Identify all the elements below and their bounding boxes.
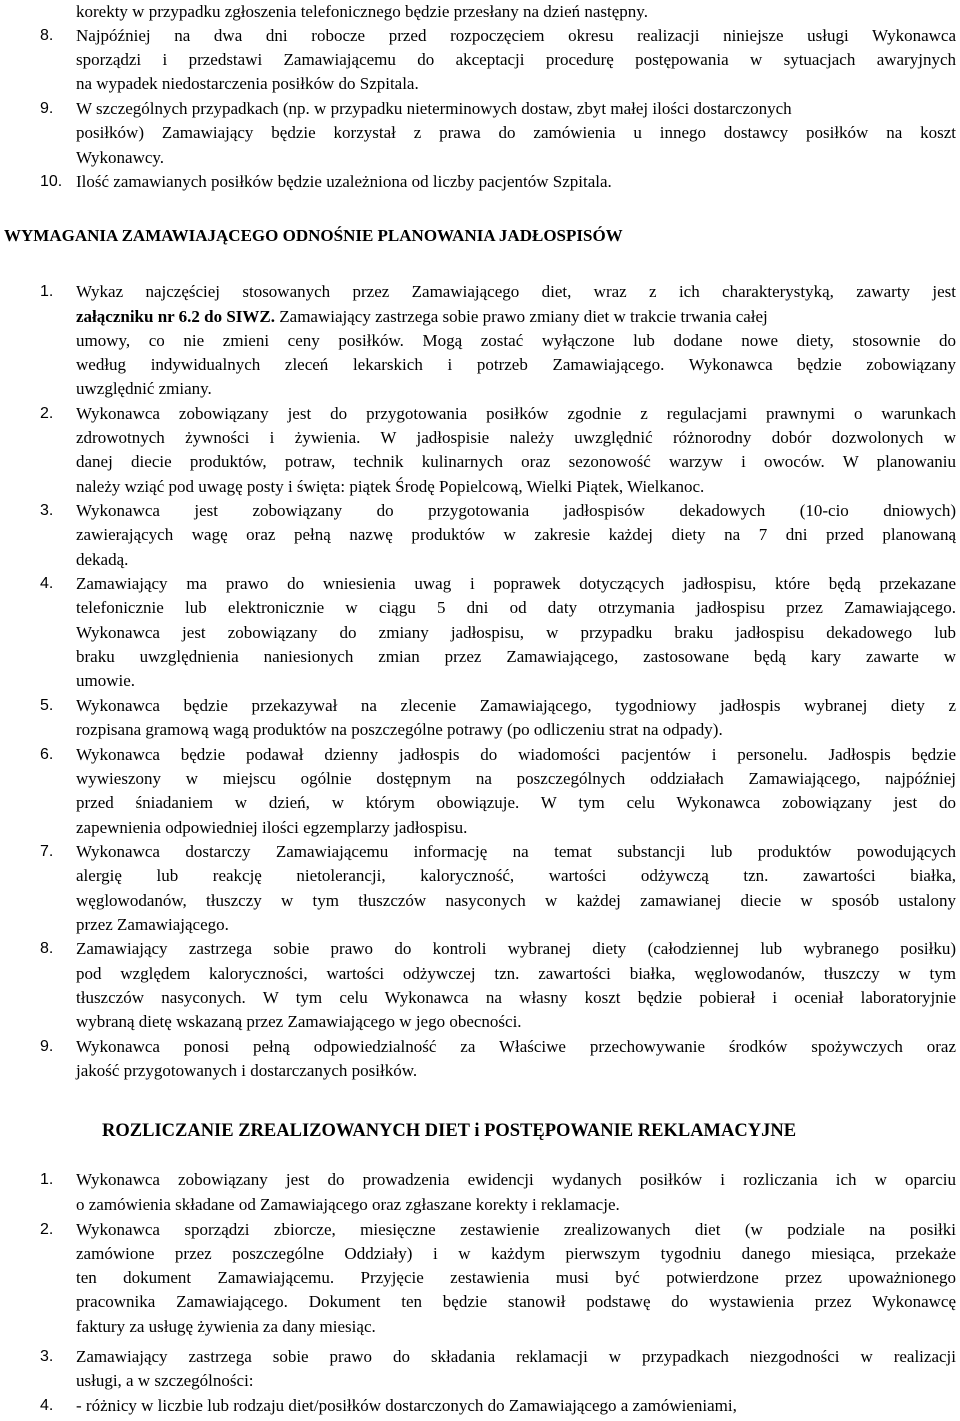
list-number: 1. [40, 1171, 54, 1188]
text-line: przez Zamawiającego. [76, 915, 229, 934]
text-line: Wykonawca ponosi pełną odpowiedzialność za Właściwe przechowywanie środków spożywczych oraz [76, 1037, 956, 1056]
list-number: 5. [40, 697, 54, 714]
section-heading: ROZLICZANIE ZREALIZOWANYCH DIET i POSTĘPOWANIE REKLAMACYJNE [102, 1121, 797, 1141]
text-line: ten dokument Zamawiającemu. Przyjęcie zestawienia musi być potwierdzone przez upoważnionego [76, 1268, 956, 1287]
list-number: 2. [40, 405, 54, 422]
text-line: rozpisana gramową wagą produktów na poszczególne potrawy (po odliczeniu strat na odpady). [76, 720, 723, 739]
text-line: Wykonawca będzie podawał dzienny jadłospis do wiadomości pacjentów i personelu. Jadłospis będzie [76, 745, 956, 764]
text-line: usługi, a w szczególności: [76, 1371, 254, 1390]
text-line: wybraną dietę wskazaną przez Zamawiającego w jego obecności. [76, 1012, 522, 1031]
text-line: według indywidualnych zleceń lekarskich i potrzeb Zamawiającego. Wykonawca będzie zobowiązany [76, 355, 956, 374]
text-line: danej diecie produktów, potraw, technik kulinarnych oraz sezonowość warzyw i owoców. W planowaniu [76, 452, 956, 471]
text-line: węglowodanów, tłuszczy w tym tłuszczów nasyconych w każdej zamawianej diecie w sposób ustalony [76, 891, 956, 910]
list-number: 3. [40, 1348, 54, 1365]
list-number: 4. [40, 1397, 54, 1414]
list-number: 7. [40, 843, 54, 860]
text-line: umowie. [76, 671, 136, 690]
text-line: Wykaz najczęściej stosowanych przez Zamawiającego diet, wraz z ich charakterystyką, zawarty jest [76, 282, 956, 301]
text-line: zawierających wagę oraz pełną nazwę produktów w zakresie każdej diety na 7 dni przed planowaną [76, 525, 956, 544]
text-line: Wykonawca sporządzi zbiorcze, miesięczne zestawienie zrealizowanych diet (w podziale na posiłki [76, 1220, 956, 1239]
text-line: posiłków) Zamawiający będzie korzystał z prawa do zamówienia u innego dostawcy posiłków na koszt [76, 123, 956, 142]
list-number: 1. [40, 283, 54, 300]
text-line: pod względem kaloryczności, wartości odżywczej tzn. zawartości białka, węglowodanów, tłuszczy w tym [76, 964, 956, 983]
text-line: braku uwzględnienia naniesionych zmian przez Zamawiającego, zastosowane będą kary zawarte w [76, 647, 956, 666]
text-line: Najpóźniej na dwa dni robocze przed rozpoczęciem okresu realizacji niniejsze usługi Wykonawca [76, 26, 956, 45]
list-number: 9. [40, 100, 54, 117]
list-number: 10. [40, 173, 63, 190]
list-number: 8. [40, 27, 54, 44]
text-line: o zamówienia składane od Zamawiającego oraz zgłaszane korekty i reklamacje. [76, 1195, 620, 1214]
text-line: Zamawiający ma prawo do wniesienia uwag i poprawek dotyczących jadłospisu, które będą przekazane [76, 574, 956, 593]
text-line: Zamawiający zastrzega sobie prawo do składania reklamacji w przypadkach niezgodności w realizacji [76, 1347, 956, 1366]
text-line: faktury za usługę żywienia za dany miesiąc. [76, 1317, 376, 1336]
text-line: Wykonawca zobowiązany jest do prowadzenia ewidencji wydanych posiłków i rozliczania ich w oparciu [76, 1170, 956, 1189]
text-line: dekadą. [76, 550, 129, 569]
section-heading: WYMAGANIA ZAMAWIAJĄCEGO ODNOŚNIE PLANOWANIA JADŁOSPISÓW [4, 226, 623, 245]
text-line: zamówione przez poszczególne Oddziały) i w każdym pierwszym tygodniu danego miesiąca, przekaże [76, 1244, 956, 1263]
text-line: korekty w przypadku zgłoszenia telefonicznego będzie przesłany na dzień następny. [76, 2, 648, 21]
list-number: 3. [40, 502, 54, 519]
text-line: należy wziąć pod uwagę posty i święta: piątek Środę Popielcową, Wielki Piątek, Wielkanoc. [76, 477, 705, 496]
list-number: 4. [40, 575, 54, 592]
text-line: Zamawiający zastrzega sobie prawo do kontroli wybranej diety (całodziennej lub wybranego posiłku) [76, 939, 956, 958]
text-line: Wykonawcy. [76, 148, 165, 167]
text-line: zapewnienia odpowiedniej ilości egzemplarzy jadłospisu. [76, 818, 468, 837]
text-line: alergię lub reakcję nietolerancji, kaloryczność, wartości odżywczą tzn. zawartości białka, [76, 866, 956, 885]
text-line: telefonicznie lub elektronicznie w ciągu 5 dni od daty otrzymania jadłospisu przez Zamawiającego. [76, 598, 956, 617]
text-line: Wykonawca zobowiązany jest do przygotowania posiłków zgodnie z regulacjami prawnymi o warunkach [76, 404, 956, 423]
text-line: tłuszczów nasyconych. W tym celu Wykonawca na własny koszt będzie pobierał i oceniał laboratoryjnie [76, 988, 956, 1007]
text-line: - różnicy w liczbie lub rodzaju diet/posiłków dostarczonych do Zamawiającego a zamówieniami, [76, 1396, 737, 1415]
text-line: sporządzi i przedstawi Zamawiającemu do akceptacji procedurę postępowania w sytuacjach awaryjnych [76, 50, 956, 69]
text-line: uwzględnić zmiany. [76, 379, 212, 398]
text-line: Wykonawca dostarczy Zamawiającemu informację na temat substancji lub produktów powodujących [76, 842, 956, 861]
attachment-reference: załączniku nr 6.2 do SIWZ. [76, 307, 276, 326]
list-number: 6. [40, 746, 54, 763]
text-line: przed śniadaniem w dzień, w którym obowiązuje. W tym celu Wykonawca zobowiązany jest do [76, 793, 956, 812]
text-line: Wykonawca jest zobowiązany do przygotowania jadłospisów dekadowych (10-cio dniowych) [76, 501, 956, 520]
text-line: Wykonawca będzie przekazywał na zlecenie Zamawiającego, tygodniowy jadłospis wybranej diety z [76, 696, 956, 715]
list-number: 2. [40, 1221, 54, 1238]
text-line: pracownika Zamawiającego. Dokument ten będzie stanowił podstawę do wystawienia przez Wykonawcę [76, 1292, 956, 1311]
text-line: W szczególnych przypadkach (np. w przypadku nieterminowych dostaw, zbyt małej ilości dostarczonych [76, 99, 792, 118]
text-line [76, 307, 956, 329]
text-line: umowy, co nie zmieni ceny posiłków. Mogą zostać wyłączone lub dodane nowe diety, stosownie do [76, 331, 956, 350]
text-line: jakość przygotowanych i dostarczanych posiłków. [76, 1061, 418, 1080]
text-line: Ilość zamawianych posiłków będzie uzależniona od liczby pacjentów Szpitala. [76, 172, 612, 191]
text-line: na wypadek niedostarczenia posiłków do Szpitala. [76, 74, 419, 93]
text-line: Wykonawca jest zobowiązany do zmiany jadłospisu, w przypadku braku jadłospisu dekadowego lub [76, 623, 956, 642]
list-number: 8. [40, 940, 54, 957]
list-number: 9. [40, 1038, 54, 1055]
text-line: zdrowotnych żywności i żywienia. W jadłospisie należy uwzględnić różnorodny dobór dozwolonych w [76, 428, 956, 447]
text-fragment: Zamawiający zastrzega sobie prawo zmiany diet w trakcie trwania całej [275, 307, 768, 326]
text-line: wywieszony w miejscu ogólnie dostępnym na poszczególnych oddziałach Zamawiającego, najpóźniej [76, 769, 956, 788]
